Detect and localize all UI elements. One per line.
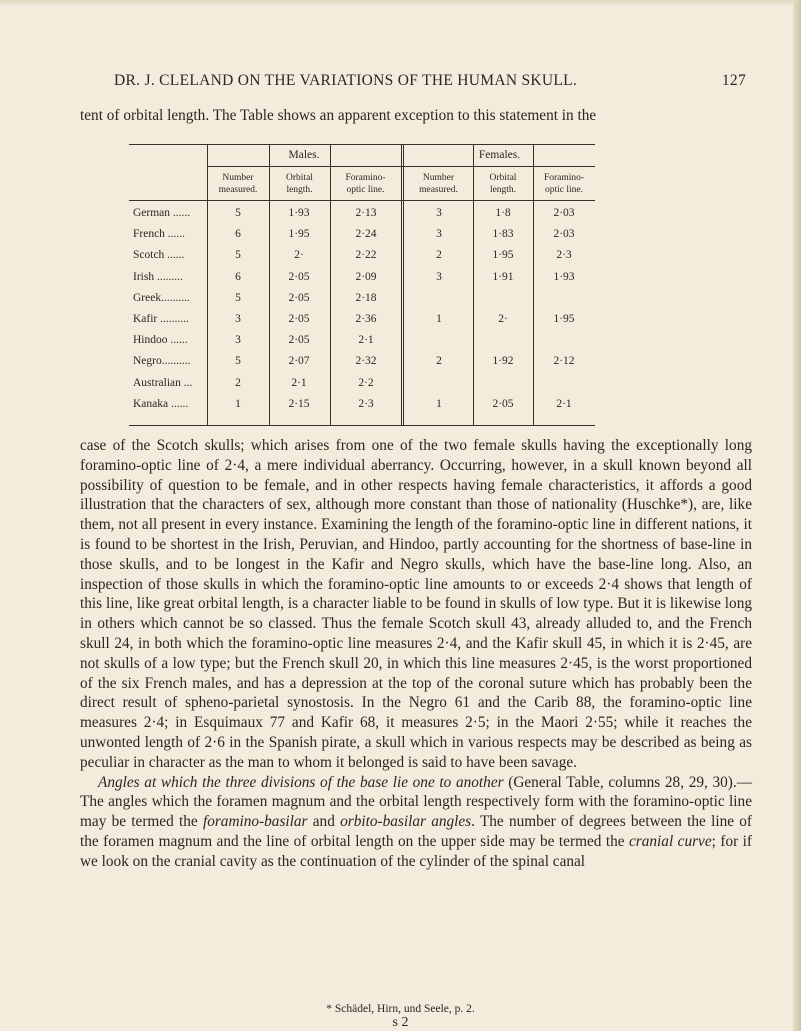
lead-line: tent of orbital length. The Table shows an apparent exception to this statement in the (80, 107, 597, 124)
page-edge-right (793, 0, 801, 1031)
table-cell: 2·3 (556, 249, 572, 262)
table-cell: 1 (235, 397, 241, 410)
table-cell: 5 (235, 355, 241, 368)
table-cell: 2·07 (288, 355, 310, 368)
col-header-number-females (404, 172, 473, 196)
table-cell: 2·12 (553, 355, 575, 368)
paragraph: case of the Scotch skulls; which arises from one of the two female skulls having the exceptionally long foramino-optic line of 2·4, a mere individual aberrancy. Occurring, however, in a skull known beyond all possibility of question to be female, and in other respects having female characteristics, it affords a good illustration that the characters of sex, although more constant than those of nationality (Huschke*), are, like them, not all present in every instance. Examining the length of the foramino-optic line in different nations, it is found to be shortest in the Irish, Peruvian, and Hindoo, partly accounting for the shortness of base-line in those skulls, and to be longest in the Kafir and Negro skulls, which have the base-line long. Also, an inspection of those skulls in which the foramino-optic line amounts to or exceeds 2·4 shows that length of this line, like great orbital length, is a character liable to be found in skulls of low type. But it is likewise long in others which cannot be so classed. Thus the female Scotch skull 43, already alluded to, and the French skull 24, in both which the foramino-optic line measures 2·4, and the Kafir skull 45, in which it is 2·45, are not skulls of a low type; but the French skull 20, in which this line measures 2·45, is the worst proportioned of the six French males, and has a depression at the top of the coronal suture which has probably been the direct result of spheno-parietal synostosis. In the Negro 61 and the Carib 88, the foramino-optic line measures 2·4; in Esquimaux 77 and Kafir 68, it measures 2·5; in the Maori 2·55; while it reaches the unwonted length of 2·6 in the Spanish pirate, a skull which in various respects may be described as being as peculiar in character as the man to whom it belonged is said to have been savage. (80, 437, 752, 771)
table-cell: 1 (436, 397, 442, 410)
table-cell: 2·1 (291, 376, 307, 389)
table-cell: 1·95 (553, 313, 575, 325)
row-label: Kafir .......... (133, 313, 189, 325)
table-cell: 2·3 (358, 397, 374, 410)
table-cell: 2·32 (355, 355, 377, 368)
table-cell: 2·1 (358, 334, 374, 347)
section-heading: Angles at which the three divisions of the base lie one to another (98, 773, 504, 791)
col-header-line: Number (222, 173, 254, 183)
table-cell: 2·05 (288, 291, 310, 304)
table-cell: 6 (235, 270, 241, 283)
table-cell: 1·92 (492, 355, 514, 368)
paragraph-text: ; for if we look on the cranial cavity as the continuation of the cylinder of the spinal canal (80, 832, 752, 870)
table-cell: 1·95 (288, 228, 310, 241)
term: foramino-basilar (202, 813, 308, 831)
table-cell: 3 (235, 334, 241, 347)
table-cell: 2·05 (288, 313, 310, 325)
orbital-measurements-table (129, 144, 595, 426)
table-cell: 2 (436, 249, 442, 262)
table-cell: 1·93 (553, 270, 575, 283)
table-cell: 2· (498, 313, 508, 325)
page-edge-top (0, 0, 801, 6)
term: orbito-basilar angles (340, 813, 472, 831)
table-cell: 3 (235, 313, 241, 325)
col-header-line: Foramino- (543, 173, 585, 183)
col-header-foramino-females (533, 172, 595, 196)
row-label: Hindoo ...... (133, 334, 188, 347)
group-header-males: Males. (288, 149, 320, 161)
col-header-line: optic line. (545, 185, 583, 195)
col-header-line: Number (422, 173, 455, 183)
table-cell: 2·36 (355, 313, 377, 325)
table-cell: 1 (436, 313, 442, 325)
table-cell: 3 (436, 270, 442, 283)
table-rule (207, 166, 595, 167)
footnote: * Schädel, Hirn, und Seele, p. 2. (326, 1003, 475, 1015)
table-cell: 2·05 (288, 270, 310, 283)
row-label: Negro.......... (133, 355, 191, 368)
table-cell: 2·18 (355, 291, 377, 304)
col-header-line: optic line. (346, 185, 385, 195)
paragraph-text: (General Table, columns 28, 29, 30).—The angles which the foramen magnum and the orbital length respectively form with the foramino-optic line may be termed the (80, 773, 753, 831)
table-cell: 2·2 (358, 376, 374, 389)
paragraph (80, 773, 752, 872)
table-cell: 1·95 (492, 249, 514, 262)
row-label: Kanaka ...... (133, 397, 189, 410)
col-header-line: Foramino- (345, 173, 386, 183)
row-label: Australian ... (133, 376, 193, 389)
col-header-line: length. (286, 185, 313, 195)
col-header-number-males (207, 172, 269, 196)
paragraph-text: and (307, 813, 341, 831)
table-cell: 5 (235, 291, 241, 304)
col-header-line: length. (489, 185, 517, 195)
table-cell: 2· (294, 249, 304, 262)
col-header-line: measured. (218, 185, 258, 195)
table-cell: 3 (436, 207, 442, 219)
col-header-orbital-males (269, 172, 330, 196)
col-header-line: Orbital (489, 173, 517, 183)
table-cell: 1·93 (288, 207, 310, 219)
table-cell: 2·13 (355, 207, 377, 219)
col-header-orbital-females (473, 172, 533, 196)
table-cell: 2·03 (553, 207, 575, 219)
row-label: French ...... (133, 228, 186, 241)
body-text (80, 436, 752, 872)
page-number: 127 (721, 72, 746, 89)
running-title: DR. J. CLELAND ON THE VARIATIONS OF THE HUMAN SKULL. (114, 72, 578, 89)
col-header-line: measured. (419, 185, 458, 195)
signature-mark: s 2 (392, 1015, 409, 1030)
table-cell: 2·09 (355, 270, 377, 283)
table-cell: 2·05 (288, 334, 310, 347)
table-cell: 2·1 (556, 397, 572, 410)
table-cell: 2·05 (492, 397, 514, 410)
row-label: Scotch ...... (133, 249, 185, 262)
table-cell: 2 (235, 376, 241, 389)
table-cell: 1·83 (492, 228, 514, 241)
table-cell: 1·8 (495, 207, 511, 219)
table-cell: 5 (235, 207, 241, 219)
table-cell: 2·22 (355, 249, 377, 262)
table-cell: 2·03 (553, 228, 575, 241)
table-cell: 2·24 (355, 228, 377, 241)
paragraph-text: . The number of degrees between the line of the foramen magnum and the line of orbital length on the upper side may be termed the (80, 813, 753, 850)
table-cell: 6 (235, 228, 241, 241)
group-header-females: Females. (478, 149, 521, 161)
table-cell: 5 (235, 249, 241, 262)
col-header-line: Orbital (286, 173, 313, 183)
table-cell: 3 (436, 228, 442, 241)
row-label: Greek.......... (133, 291, 190, 304)
row-label: German ...... (133, 207, 191, 219)
row-label: Irish ......... (133, 270, 183, 283)
table-cell: 2·15 (288, 397, 310, 410)
table-rule (129, 200, 595, 201)
term: cranial curve (629, 832, 712, 850)
col-header-foramino-males (330, 172, 401, 196)
table-cell: 1·91 (492, 270, 514, 283)
table-cell: 2 (436, 355, 442, 368)
